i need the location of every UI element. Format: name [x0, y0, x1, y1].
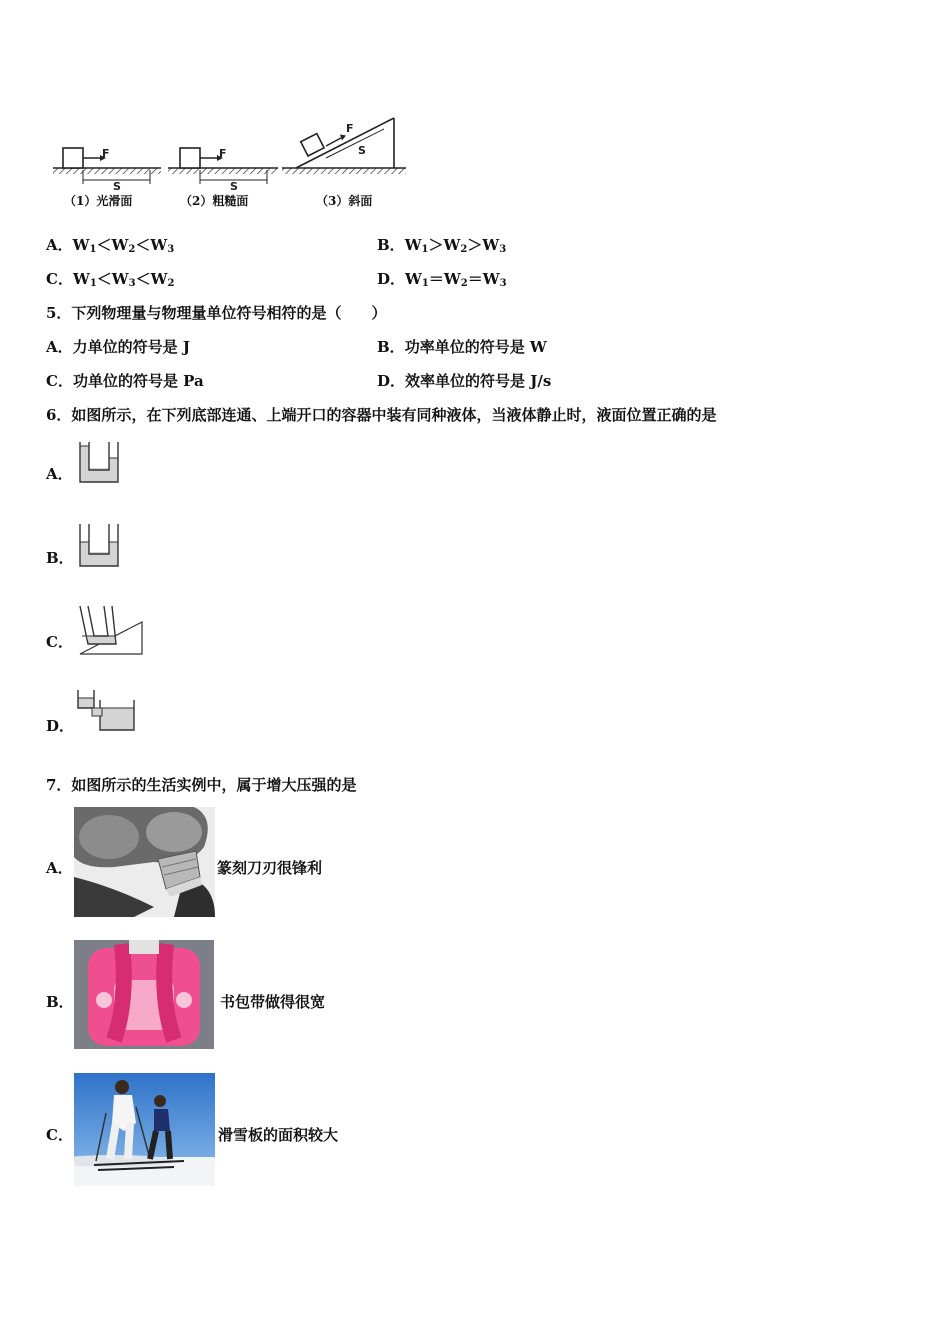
option-letter: C．	[46, 270, 73, 288]
q6-container-a	[74, 440, 122, 490]
option-text: 功率单位的符号是 W	[404, 338, 547, 356]
q5-option-b[interactable]	[377, 338, 547, 356]
q6-container-c	[74, 602, 146, 662]
q7-option-c-text: 滑雪板的面积较大	[218, 1126, 339, 1144]
q4-option-a[interactable]: A．$W_1<W_2<W_3$	[46, 236, 175, 255]
q7-option-b-letter[interactable]: B．	[46, 993, 74, 1011]
diagram-caption-2: （2）粗糙面	[180, 194, 249, 208]
q5-option-d[interactable]	[377, 372, 551, 390]
distance-label-2: S	[230, 180, 238, 193]
q4-option-c[interactable]: C．$W_1<W_3<W_2$	[46, 270, 175, 289]
q7-option-a-letter[interactable]: A．	[46, 859, 73, 877]
school-bag-photo	[74, 940, 214, 1049]
option-letter: D．	[377, 270, 406, 288]
q6-stem: 6．如图所示，在下列底部连通、上端开口的容器中装有同种液体，当液体静止时，液面位置正确的是	[46, 406, 717, 424]
q5-option-c[interactable]	[46, 372, 204, 390]
option-letter: D．	[377, 372, 406, 390]
option-letter: B．	[377, 338, 405, 356]
carving-knife-photo	[74, 807, 215, 917]
q5-option-a[interactable]	[46, 338, 190, 356]
q6-option-c[interactable]: C．	[46, 633, 73, 651]
force-label-2: F	[219, 147, 227, 160]
q4-figure	[50, 112, 410, 214]
q4-option-d[interactable]: D．$W_1=W_2=W_3$	[377, 270, 507, 289]
q6-container-d	[74, 688, 140, 740]
option-letter: B．	[377, 236, 405, 254]
q6-option-b[interactable]: B．	[46, 549, 74, 567]
q4-option-b[interactable]: B．$W_1>W_2>W_3$	[377, 236, 507, 255]
option-text: 效率单位的符号是 J/s	[405, 372, 552, 390]
diagram-caption-1: （1）光滑面	[64, 194, 133, 208]
option-text: 功单位的符号是 Pa	[72, 372, 204, 390]
option-letter: C．	[46, 372, 73, 390]
force-label-3: F	[346, 122, 354, 135]
distance-label-3: S	[358, 144, 366, 157]
q6-container-b	[74, 522, 122, 574]
q5-stem: 5．下列物理量与物理量单位符号相符的是（ ）	[46, 304, 387, 322]
q6-option-a[interactable]: A．	[46, 465, 73, 483]
force-label-1: F	[102, 147, 110, 160]
diagram-inclined-plane	[282, 118, 406, 174]
option-letter: A．	[46, 236, 73, 254]
q7-stem: 7．如图所示的生活实例中，属于增大压强的是	[46, 776, 357, 794]
option-letter: A．	[46, 338, 73, 356]
q6-option-d[interactable]: D．	[46, 717, 75, 735]
q7-option-b-text: 书包带做得很宽	[220, 993, 326, 1011]
diagram-caption-3: （3）斜面	[316, 194, 373, 208]
option-text: 力单位的符号是 J	[72, 338, 190, 356]
skiing-photo	[74, 1073, 215, 1186]
q7-option-a-text: 篆刻刀刃很锋利	[217, 859, 323, 877]
q7-option-c-letter[interactable]: C．	[46, 1126, 73, 1144]
distance-label-1: S	[113, 180, 121, 193]
